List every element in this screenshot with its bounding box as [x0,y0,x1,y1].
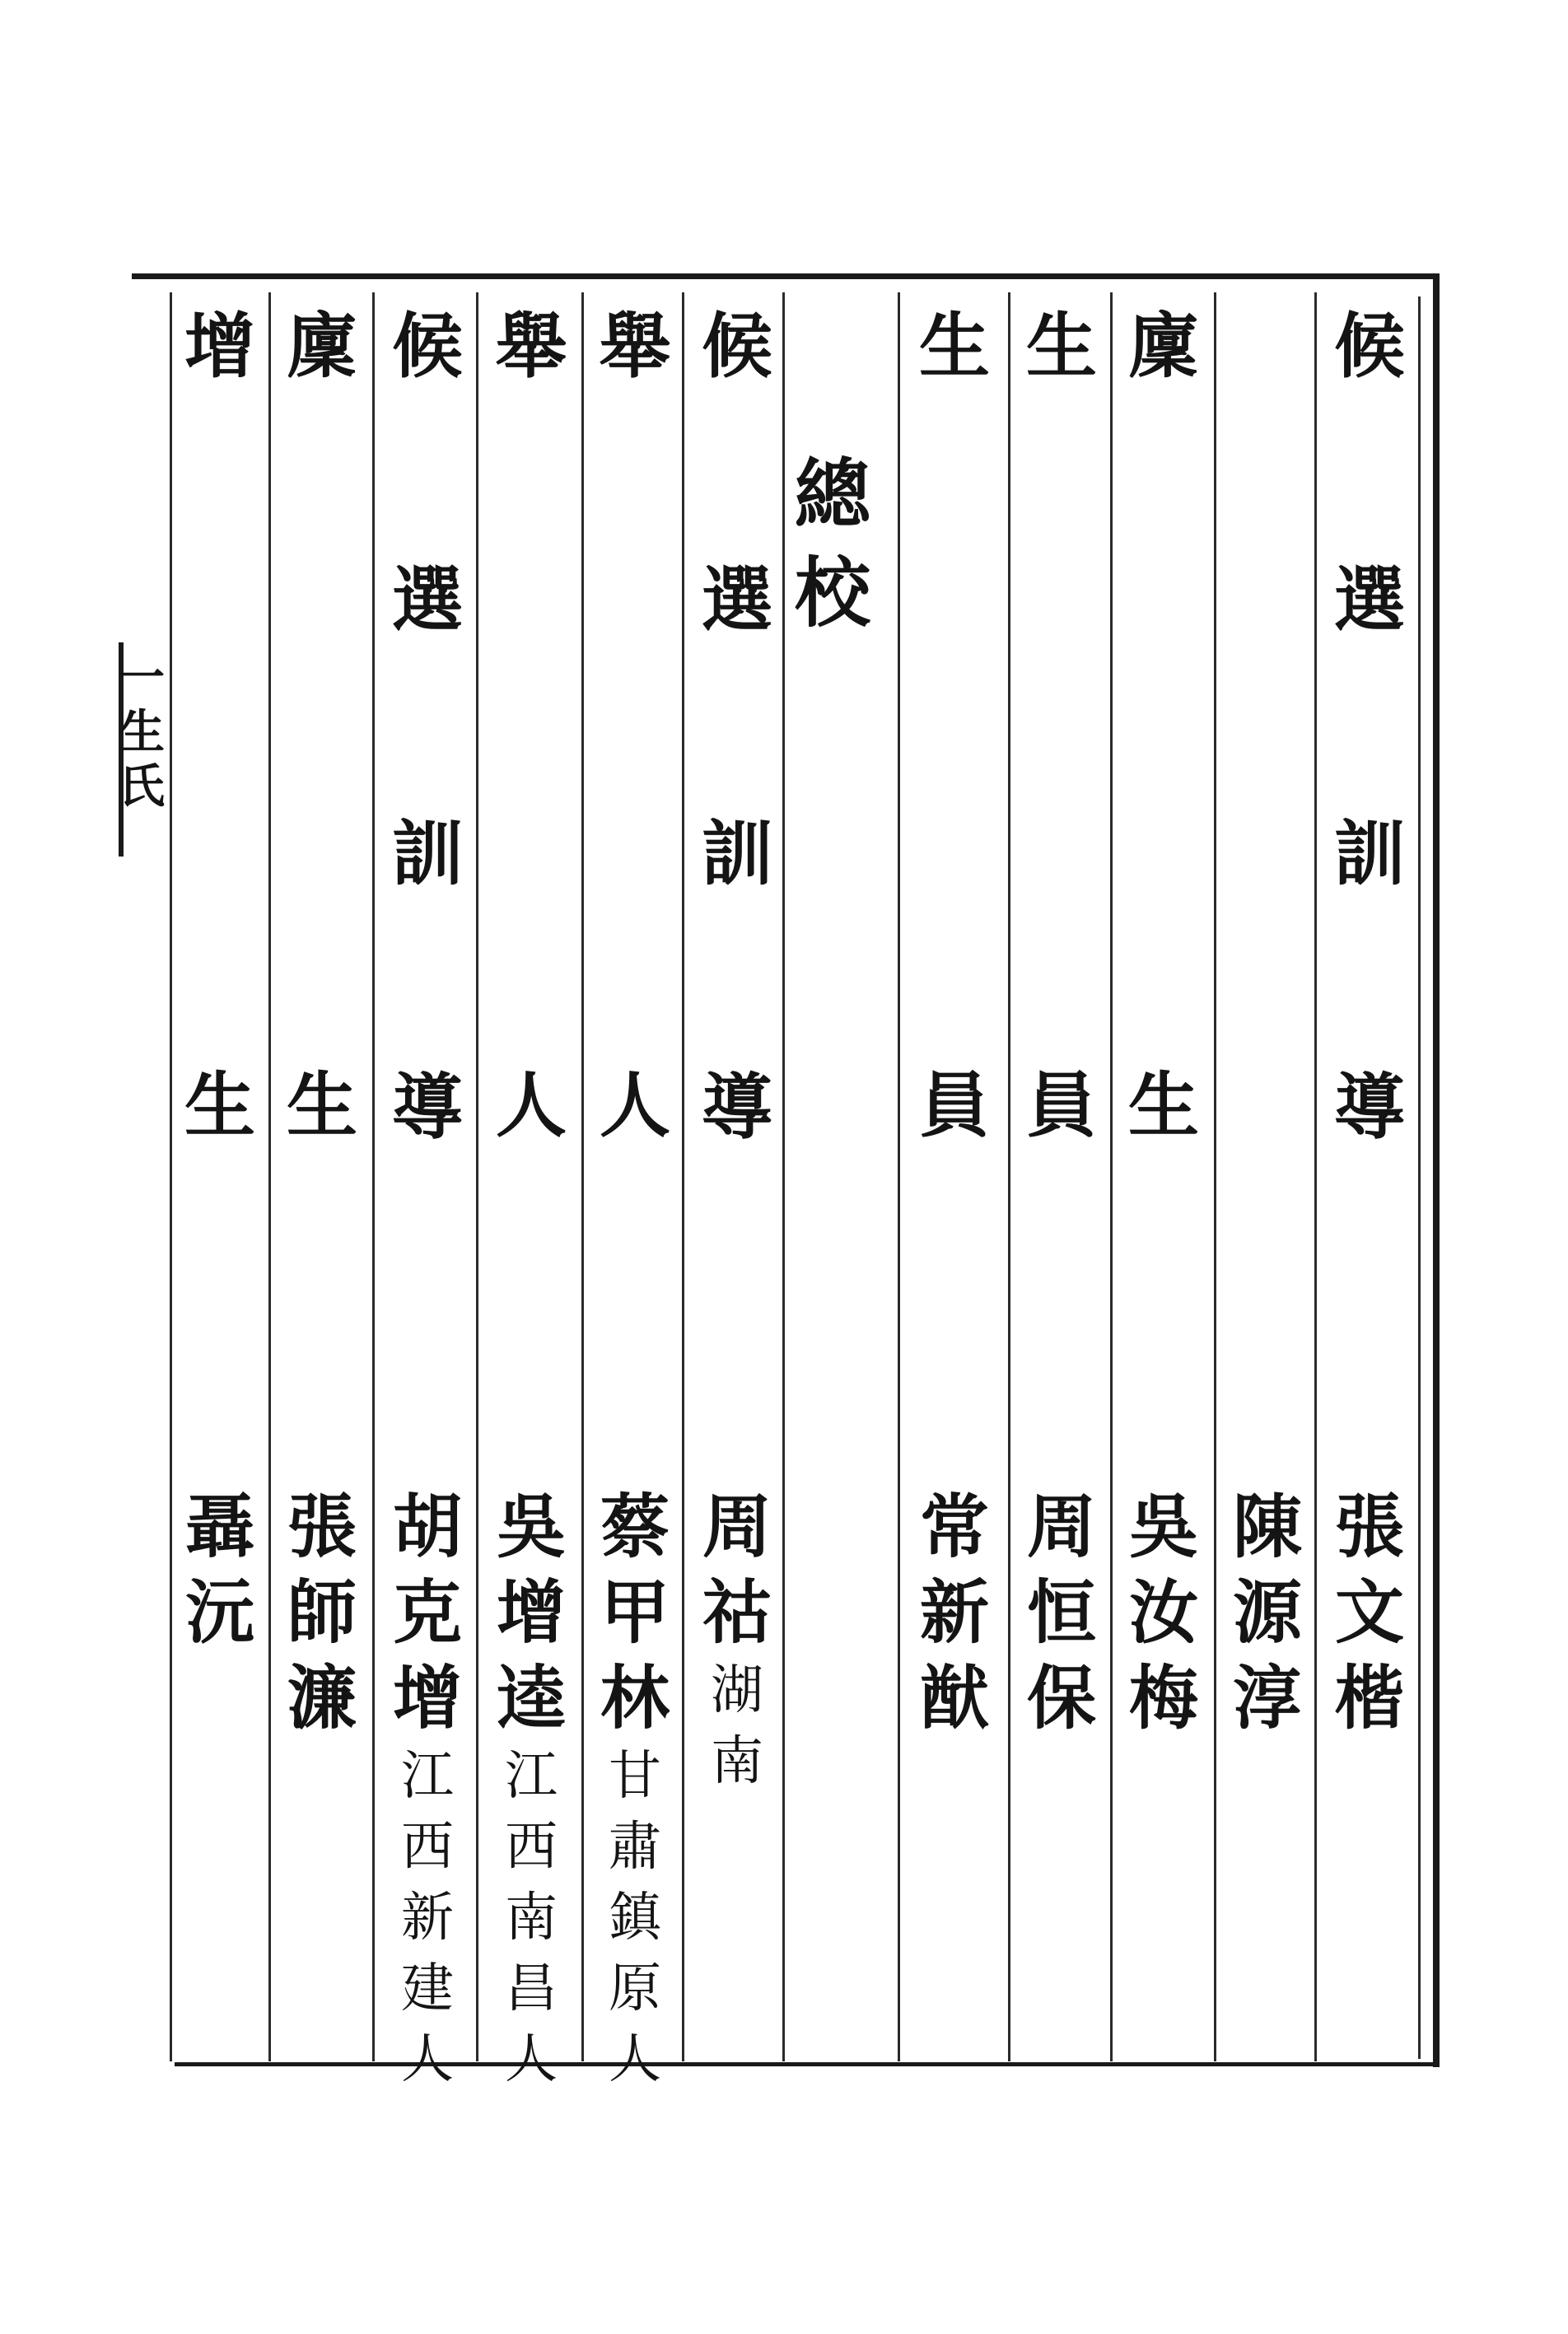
native-place [586,1741,684,2095]
person-name [1219,1484,1316,1741]
name-char: 吳 [496,1486,566,1567]
heading-char: 總 [794,450,870,539]
edge-marker-char: 生 [119,705,165,759]
frame-right-inner-border [1418,296,1421,2059]
title-char: 舉 [600,305,670,388]
title-char: 生 [184,1064,255,1147]
title-char: 人 [600,1064,670,1147]
column-divider [898,292,900,2061]
place-char: 甘 [609,1746,661,1807]
person-name [273,1484,371,1741]
place-char: 肅 [609,1817,661,1878]
title-char: 訓 [1334,812,1405,895]
native-place [483,1741,580,2095]
person-name [483,1484,580,2095]
heading-char: 校 [794,548,870,637]
name-char: 恒 [1026,1571,1096,1653]
frame-right-border [1433,273,1440,2067]
entry-column [171,298,268,2061]
place-char: 南 [711,1731,763,1792]
title-char: 導 [702,1066,772,1149]
place-char: 人 [505,2029,558,2090]
place-char: 鎮 [609,1888,661,1949]
place-char: 人 [401,2029,454,2090]
place-char: 西 [505,1817,558,1878]
title-char: 生 [1026,305,1097,388]
name-char: 張 [287,1486,357,1567]
person-name [1321,1484,1418,1741]
person-name [688,1484,786,1797]
title-char: 訓 [702,812,772,895]
place-char: 昌 [505,1958,558,2019]
name-char: 陳 [1232,1486,1302,1567]
name-char: 淳 [1232,1657,1302,1739]
title-char: 候 [392,305,463,388]
title-char: 生 [1128,1064,1199,1147]
name-char: 胡 [392,1486,462,1567]
name-char: 逵 [496,1657,566,1739]
entry-column [906,298,1003,2061]
place-char: 建 [401,1958,454,2019]
name-char: 吳 [1128,1486,1198,1567]
title-char: 選 [702,558,772,642]
frame-bottom-rule [175,2062,1440,2066]
column-divider [581,292,584,2061]
frame-top-rule [132,273,1440,279]
title-char: 生 [287,1064,357,1147]
place-char: 江 [401,1746,454,1807]
name-char: 增 [392,1657,462,1739]
name-char: 周 [702,1486,772,1567]
name-char: 林 [600,1657,670,1739]
title-char: 訓 [392,812,463,895]
person-name [171,1484,268,1655]
title-char: 導 [392,1066,463,1149]
person-name [379,1484,476,2095]
column-divider [1110,292,1113,2061]
name-char: 濂 [287,1657,357,1739]
name-char: 常 [919,1486,989,1567]
name-char: 周 [1026,1486,1096,1567]
name-char: 猷 [919,1657,989,1739]
place-char: 南 [505,1888,558,1949]
title-char: 廩 [1128,305,1199,388]
entry-column [1013,298,1110,2061]
column-divider [476,292,478,2061]
name-char: 祜 [702,1571,772,1653]
person-name [906,1484,1003,1741]
place-char: 湖 [711,1660,763,1721]
name-char: 保 [1026,1657,1096,1739]
title-char: 候 [1334,305,1405,388]
person-name [1115,1484,1212,1741]
name-char: 張 [1334,1486,1404,1567]
edge-marker-char: 一 [119,651,165,705]
column-divider [372,292,375,2061]
name-char: 汝 [1128,1571,1198,1653]
title-char: 廩 [287,305,357,388]
name-char: 楷 [1334,1657,1404,1739]
place-char: 西 [401,1817,454,1878]
entry-column [273,298,371,2061]
name-char: 蔡 [600,1486,670,1567]
native-place [379,1741,476,2095]
name-char: 聶 [184,1486,254,1567]
title-char: 選 [1334,558,1405,642]
title-char: 舉 [496,305,567,388]
name-char: 梅 [1128,1657,1198,1739]
title-char: 員 [919,1064,990,1147]
column-divider [1314,292,1317,2061]
name-char: 克 [392,1571,462,1653]
name-char: 源 [1232,1571,1302,1653]
title-char: 員 [1026,1064,1097,1147]
title-char: 候 [702,305,772,388]
person-name [586,1484,684,2095]
person-name [1013,1484,1110,1741]
name-char: 沅 [184,1571,254,1653]
native-place [688,1655,786,1797]
name-char: 增 [496,1571,566,1653]
place-char: 原 [609,1958,661,2019]
column-divider [1214,292,1216,2061]
entry-column [1321,298,1418,2061]
name-char: 師 [287,1571,357,1653]
column-divider [268,292,271,2061]
edge-marker-char: 氏 [119,759,165,814]
title-char: 增 [184,305,255,388]
entry-column [1115,298,1212,2061]
place-char: 人 [609,2029,661,2090]
place-char: 新 [401,1888,454,1949]
title-char: 生 [919,305,990,388]
name-char: 新 [919,1571,989,1653]
name-char: 甲 [600,1571,670,1653]
name-char: 文 [1334,1571,1404,1653]
title-char: 導 [1334,1066,1405,1149]
edge-marker [117,651,166,814]
section-heading [779,445,886,642]
place-char: 江 [505,1746,558,1807]
title-char: 選 [392,558,463,642]
column-divider [1008,292,1010,2061]
title-char: 人 [496,1064,567,1147]
